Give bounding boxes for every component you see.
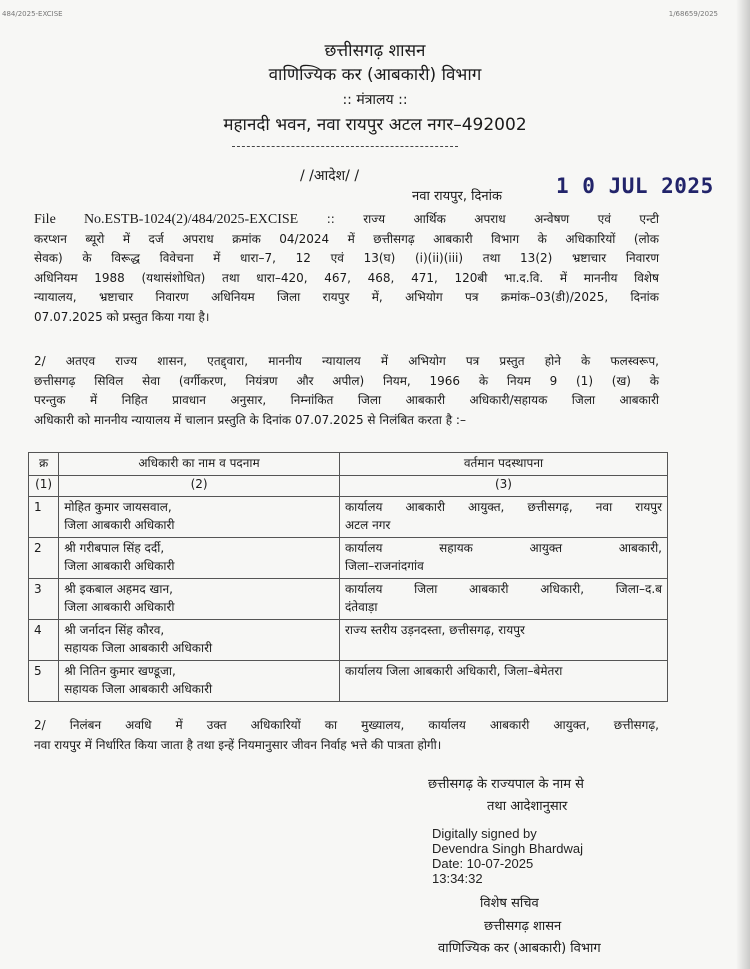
paragraph-2-line-3: परन्तुक में निहित प्रावधान अनुसार, निम्नांकित जिला आबकारी अधिकारी/सहायक जिला आबकारी — [34, 393, 659, 408]
digital-signature-block — [432, 826, 583, 886]
paragraph-2-line-4: अधिकारी को माननीय न्यायालय में चालान प्रस्तुति के दिनांक 07.07.2025 से निलंबित करता है :– — [34, 412, 466, 427]
officer-cell — [59, 497, 340, 538]
posting-cell — [339, 579, 667, 620]
date-stamp: 1 0 JUL 2025 — [556, 174, 714, 198]
corner-ref-right: 1/68659/2025 — [668, 10, 718, 18]
serial-number: 2 — [29, 538, 59, 579]
paragraph-3 — [34, 716, 659, 755]
corner-ref-left: 484/2025-EXCISE — [2, 10, 63, 18]
header-current-posting: वर्तमान पदस्थापना — [339, 453, 667, 476]
officer-designation: सहायक जिला आबकारी अधिकारी — [64, 641, 213, 655]
table-row — [29, 620, 668, 661]
officer-cell — [59, 620, 340, 661]
paragraph-1-line-5: न्यायालय, भ्रष्टाचार निवारण अधिनियम जिला रायपुर में, अभियोग पत्र क्रमांक–03(डी)/2025, दिनांक — [34, 290, 659, 305]
serial-number: 4 — [29, 620, 59, 661]
paragraph-1-line-3: सेवक) के विरूद्ध विवेचना में धारा–7, 12 एवं 13(घ) (i)(ii)(iii) तथा 13(2) भ्रष्टाचार निवारण — [34, 251, 659, 266]
header-address: महानदी भवन, नवा रायपुर अटल नगर–492002 — [223, 115, 527, 135]
header-government: छत्तीसगढ़ शासन — [324, 41, 426, 61]
place-date-label: नवा रायपुर, दिनांक — [412, 189, 502, 204]
officer-designation: जिला आबकारी अधिकारी — [64, 559, 175, 573]
officer-designation: जिला आबकारी अधिकारी — [64, 600, 175, 614]
column-number: (1) — [29, 476, 59, 497]
order-heading: / /आदेश/ / — [300, 168, 360, 184]
suspension-table — [28, 452, 668, 702]
column-number: (3) — [339, 476, 667, 497]
paragraph-1-line-1: File No.ESTB-1024(2)/484/2025-EXCISE :: राज्य आर्थिक अपराध अन्वेषण एवं एन्टी — [34, 212, 659, 227]
officer-name: श्री इकबाल अहमद खान, — [64, 582, 173, 596]
digital-signature-line: Digitally signed by — [432, 826, 537, 841]
posting-line-1: कार्यालय जिला आबकारी अधिकारी, जिला–द.ब — [344, 582, 662, 596]
header-serial: क्र — [29, 453, 59, 476]
paragraph-1-line-4: अधिनियम 1988 (यथासंशोधित) तथा धारा–420, 467, 468, 471, 120बी भा.द.वि. में माननीय विशेष — [34, 270, 659, 285]
serial-number: 1 — [29, 497, 59, 538]
paragraph-2 — [34, 352, 659, 430]
table-row — [29, 538, 668, 579]
digital-signature-date: Date: 10-07-2025 — [432, 856, 534, 871]
signatory-title: विशेष सचिव — [480, 896, 539, 911]
paragraph-2-line-1: 2/ अतएव राज्य शासन, एतद्द्वारा, माननीय न्यायालय में अभियोग पत्र प्रस्तुत होने के फलस्वरूप, — [34, 354, 659, 368]
posting-line-2: जिला–राजनांदगांव — [344, 559, 424, 573]
posting-line-1: कार्यालय जिला आबकारी अधिकारी, जिला–बेमेतरा — [344, 664, 563, 678]
digital-signature-time: 13:34:32 — [432, 871, 483, 886]
table-header-row — [29, 453, 668, 476]
posting-line-2: दंतेवाड़ा — [344, 600, 378, 614]
posting-line-2: अटल नगर — [344, 518, 391, 532]
officer-name: मोहित कुमार जायसवाल, — [64, 500, 172, 514]
table-row — [29, 579, 668, 620]
posting-cell — [339, 538, 667, 579]
digital-signature-signer: Devendra Singh Bhardwaj — [432, 841, 584, 856]
officer-name: श्री जर्नादन सिंह कौरव, — [64, 623, 165, 637]
officer-designation: सहायक जिला आबकारी अधिकारी — [64, 682, 213, 696]
paragraph-3-line-1: 2/ निलंबन अवधि में उक्त अधिकारियों का मुख्यालय, कार्यालय आबकारी आयुक्त, छत्तीसगढ़, — [34, 718, 659, 732]
posting-cell — [339, 661, 667, 702]
paragraph-3-line-2: नवा रायपुर में निर्धारित किया जाता है तथा इन्हें नियमानुसार जीवन निर्वाह भत्ते की पात्रता होगी। — [34, 737, 442, 752]
header-ministry: :: मंत्रालय :: — [342, 92, 408, 108]
officer-name: श्री गरीबपाल सिंह दर्दी, — [64, 541, 165, 555]
governor-authority-line-1: छत्तीसगढ़ के राज्यपाल के नाम से — [428, 777, 584, 792]
paragraph-1-line-6: 07.07.2025 को प्रस्तुत किया गया है। — [34, 309, 210, 324]
officer-cell — [59, 661, 340, 702]
officer-designation: जिला आबकारी अधिकारी — [64, 518, 175, 532]
officer-name: श्री नितिन कुमार खण्डूजा, — [64, 664, 176, 678]
column-number: (2) — [59, 476, 340, 497]
posting-cell — [339, 497, 667, 538]
serial-number: 5 — [29, 661, 59, 702]
posting-cell — [339, 620, 667, 661]
paragraph-1 — [34, 210, 659, 328]
serial-number: 3 — [29, 579, 59, 620]
header-officer-name: अधिकारी का नाम व पदनाम — [59, 453, 340, 476]
table-row — [29, 661, 668, 702]
header-department: वाणिज्यिक कर (आबकारी) विभाग — [268, 65, 482, 85]
posting-line-1: कार्यालय सहायक आयुक्त आबकारी, — [344, 541, 662, 555]
file-number: File No.ESTB-1024(2)/484/2025-EXCISE — [34, 212, 299, 227]
posting-line-1: राज्य स्तरीय उड़नदस्ता, छत्तीसगढ़, रायपुर — [344, 623, 525, 637]
signatory-department: वाणिज्यिक कर (आबकारी) विभाग — [438, 941, 601, 956]
posting-line-1: कार्यालय आबकारी आयुक्त, छत्तीसगढ़, नवा रायपुर — [344, 500, 662, 514]
table-column-number-row — [29, 476, 668, 497]
governor-authority-line-2: तथा आदेशानुसार — [487, 799, 568, 814]
officer-cell — [59, 538, 340, 579]
paragraph-2-line-2: छत्तीसगढ़ सिविल सेवा (वर्गीकरण, नियंत्रण और अपील) नियम, 1966 के नियम 9 (1) (ख) के — [34, 373, 659, 388]
table-row — [29, 497, 668, 538]
officer-cell — [59, 579, 340, 620]
signatory-government: छत्तीसगढ़ शासन — [484, 919, 562, 934]
paragraph-1-line-2: करप्शन ब्यूरो में दर्ज अपराध क्रमांक 04/2024 में छत्तीसगढ़ आबकारी विभाग के अधिकारियों (लोक — [34, 231, 659, 246]
header-divider — [232, 146, 458, 147]
page-edge-shadow — [736, 0, 750, 969]
